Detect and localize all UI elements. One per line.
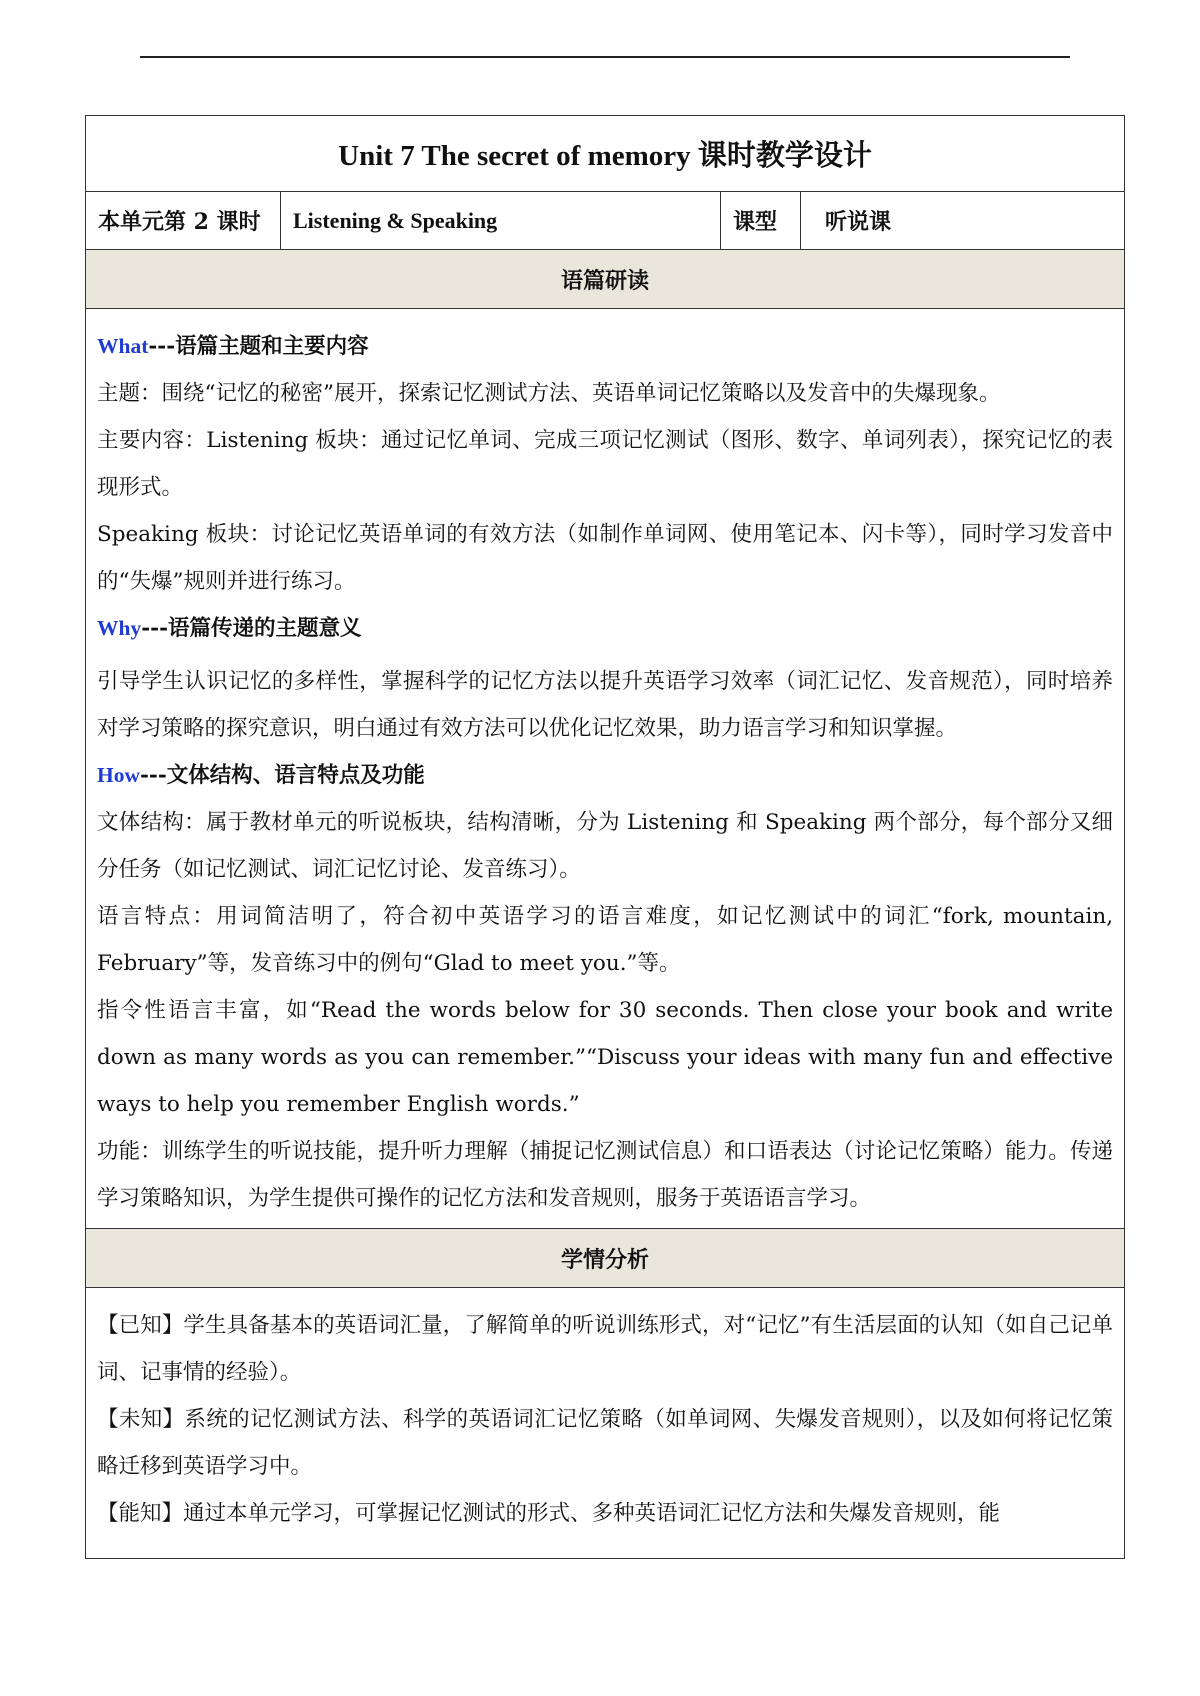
what-paragraph: 主要内容：Listening 板块：通过记忆单词、完成三项记忆测试（图形、数字、单词列表），探究记忆的表现形式。	[97, 428, 1114, 500]
what-keyword: What	[97, 334, 149, 358]
section-heading-text-study: 语篇研读	[86, 250, 1125, 309]
section-heading-learner-analysis: 学情分析	[86, 1229, 1125, 1288]
why-heading	[97, 605, 1113, 652]
can-know-paragraph: 【能知】通过本单元学习，可掌握记忆测试的形式、多种英语词汇记忆方法和失爆发音规则，能	[97, 1501, 1001, 1526]
type-label-cell	[721, 192, 801, 250]
type-value: 听说课	[825, 209, 892, 235]
what-paragraph: 主题：围绕“记忆的秘密”展开，探索记忆测试方法、英语单词记忆策略以及发音中的失爆现象。	[97, 381, 1001, 406]
what-paragraph: Speaking 板块：讨论记忆英语单词的有效方法（如制作单词网、使用笔记本、闪卡等），同时学习发音中的“失爆”规则并进行练习。	[97, 522, 1114, 594]
how-keyword: How	[97, 763, 140, 787]
text-study-body	[86, 309, 1125, 1229]
what-heading-rest: ---语篇主题和主要内容	[148, 334, 369, 359]
known-paragraph: 【已知】学生具备基本的英语词汇量，了解简单的听说训练形式，对“记忆”有生活层面的认知（如自己记单词、记事情的经验）。	[97, 1313, 1114, 1385]
why-keyword: Why	[97, 616, 142, 640]
lesson-value-cell	[281, 192, 721, 250]
how-paragraph: 语言特点：用词简洁明了，符合初中英语学习的语言难度，如记忆测试中的词汇“fork, mountain, February”等，发音练习中的例句“Glad to meet you.”等。	[97, 904, 1114, 976]
header-rule	[140, 56, 1070, 58]
type-label: 课型	[733, 209, 778, 235]
learner-analysis-body	[86, 1288, 1125, 1559]
lesson-value: Listening & Speaking	[293, 207, 498, 233]
how-heading-rest: ---文体结构、语言特点及功能	[140, 763, 425, 788]
type-value-cell	[801, 192, 1125, 250]
how-paragraph: 指令性语言丰富，如“Read the words below for 30 seconds. Then close your book and write down as many words as you can remember.”“Discuss your ideas with many fun and effective ways to help you remember English words.”	[97, 998, 1114, 1117]
lesson-label: 本单元第 2 课时	[98, 209, 261, 235]
why-paragraph: 引导学生认识记忆的多样性，掌握科学的记忆方法以提升英语学习效率（词汇记忆、发音规范），同时培养对学习策略的探究意识，明白通过有效方法可以优化记忆效果，助力语言学习和知识掌握。	[97, 669, 1114, 741]
lesson-plan-table	[85, 115, 1125, 1559]
unknown-paragraph: 【未知】系统的记忆测试方法、科学的英语词汇记忆策略（如单词网、失爆发音规则），以及如何将记忆策略迁移到英语学习中。	[97, 1407, 1114, 1479]
why-heading-rest: ---语篇传递的主题意义	[141, 616, 362, 641]
document-title: Unit 7 The secret of memory 课时教学设计	[86, 116, 1125, 192]
how-paragraph: 功能：训练学生的听说技能，提升听力理解（捕捉记忆测试信息）和口语表达（讨论记忆策略）能力。传递学习策略知识，为学生提供可操作的记忆方法和发音规则，服务于英语语言学习。	[97, 1139, 1114, 1211]
how-paragraph: 文体结构：属于教材单元的听说板块，结构清晰，分为 Listening 和 Speaking 两个部分，每个部分又细分任务（如记忆测试、词汇记忆讨论、发音练习）。	[97, 810, 1114, 882]
meta-row	[86, 192, 1125, 250]
lesson-label-cell	[86, 192, 281, 250]
what-heading	[97, 323, 1113, 370]
how-heading	[97, 752, 1113, 799]
